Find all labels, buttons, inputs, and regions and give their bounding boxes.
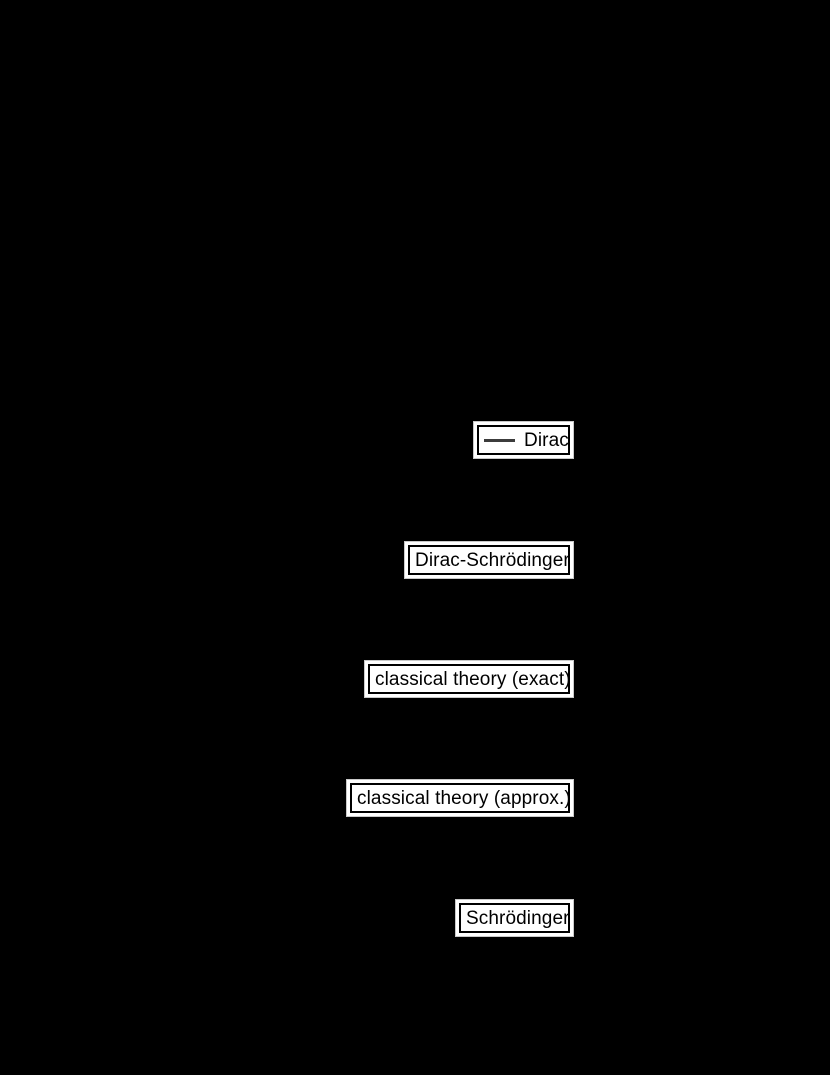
legend-entry-inner <box>457 901 572 935</box>
legend-entry-inner <box>406 543 572 577</box>
legend-entry-box <box>455 899 574 937</box>
legend-entry-inner <box>348 781 572 815</box>
legend-entry-label: classical theory (approx.) <box>357 787 571 809</box>
legend-entry-box <box>364 660 574 698</box>
legend-entry-label: Schrödinger <box>466 907 570 929</box>
legend-entry-inner <box>366 662 572 696</box>
legend-entry-box <box>346 779 574 817</box>
legend-entry-inner <box>475 423 572 457</box>
legend-entry-frame <box>350 783 570 813</box>
legend-entry-label: Dirac-Schrödinger <box>415 549 570 571</box>
legend-entry-frame <box>477 425 570 455</box>
legend-entry-frame <box>368 664 570 694</box>
legend-entry-frame <box>459 903 570 933</box>
legend-entry-label: classical theory (exact) <box>375 668 571 690</box>
legend-line-swatch-icon <box>484 439 515 442</box>
legend-entry-label: Dirac <box>524 429 569 451</box>
legend-entry-frame <box>408 545 570 575</box>
legend-entry-box <box>404 541 574 579</box>
legend-entry-box <box>473 421 574 459</box>
